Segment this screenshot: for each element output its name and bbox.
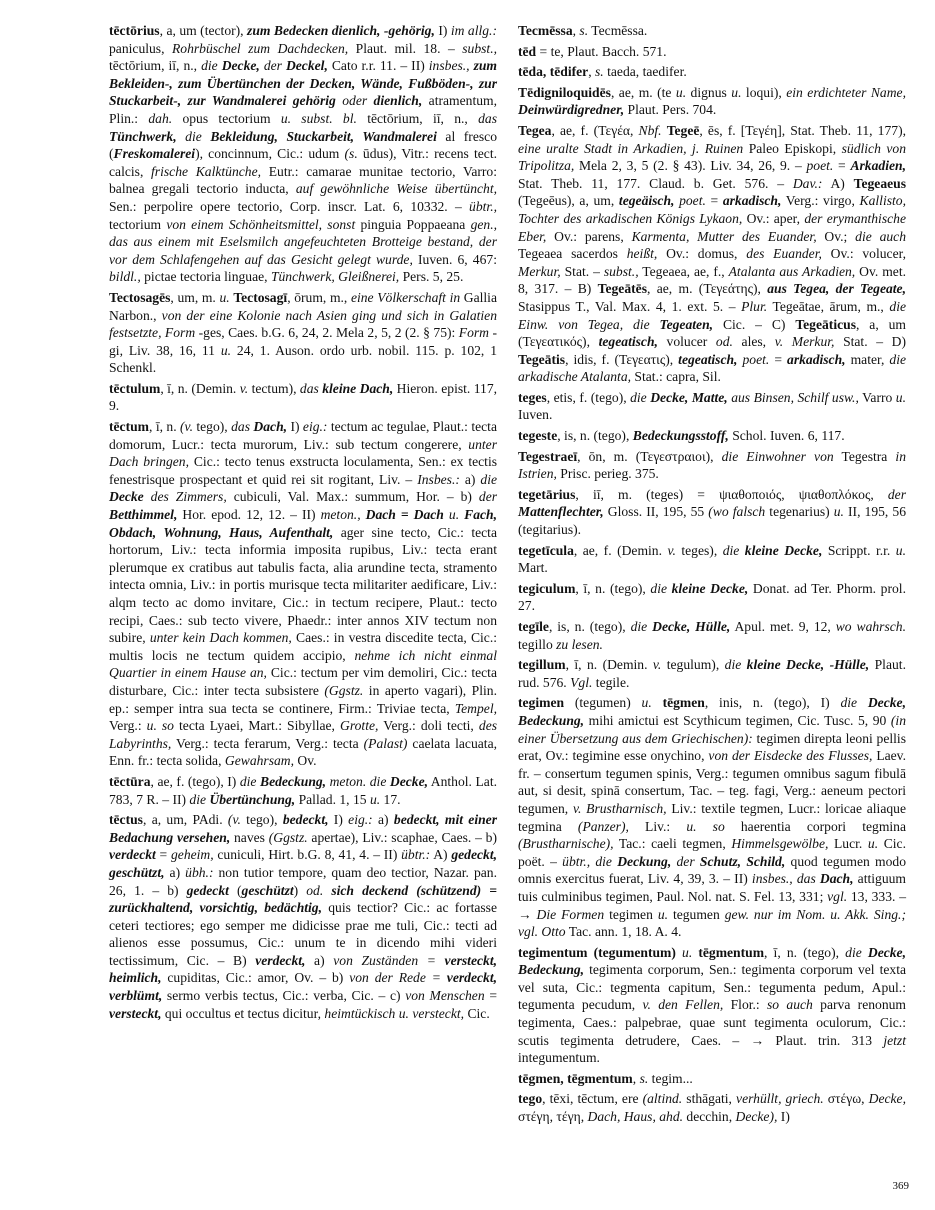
entry-tegea: Tegea, ae, f. (Τεγέα, Nbf. Tegeē, ēs, f. [Τεγέη], Stat. Theb. 11, 177), eine uralte Stadt in Arkadien, j. Ruinen Paleo Episkopi, südlich von Tripolitza, Mela 2, 3, 5 (2. § 43). Liv. 34, 26, 9. – poet. = Arkadien, Stat. Theb. 11, 177. Claud. b. Get. 576. – Dav.: A) Tegeaeus (Tegeēus), a, um, tegeäisch, poet. = arkadisch, Verg.: virgo, Kallisto, Tochter des arkadischen Königs Lykaon, Ov.: aper, der erymanthische Eber, Ov.: parens, Karmenta, Mutter des Euander, Ov.; die auch Tegeaea sacerdos heißt, Ov.: domus, des Euander, Ov.: volucer, Merkur, Stat. – subst., Tegeaea, ae, f., Atalanta aus Arkadien, Ov. met. 8, 317. – B) Tegeātēs, ae, m. (Τεγεάτης), aus Tegea, der Tegeate, Stasippus T., Val. Max. 4, 1. ext. 5. – Plur. Tegeātae, ārum, m., die Einw. von Tegea, die Tegeaten, Cic. – C) Tegeāticus, a, um (Τεγεατικός), tegeatisch, volucer od. ales, v. Merkur, Stat. – D) Tegeātis, idis, f. (Τεγεατις), tegeatisch, poet. = arkadisch, mater, die arkadische Atalanta, Stat.: capra, Sil. <box>518 122 907 385</box>
left-column <box>109 22 497 1025</box>
entry-tectosages: Tectosagēs, um, m. u. Tectosagī, ōrum, m., eine Völkerschaft in Gallia Narbon., von der eine Kolonie nach Asien ging und sich in Galatien festsetzte, Form -ges, Caes. b.G. 6, 24, 2. Mela 2, 5, 2 (2. § 75): Form -gi, Liv. 38, 16, 11 u. 24, 1. Auson. ordo urb. nobil. 115. p. 102, 1 Schenkl. <box>109 289 498 376</box>
entry-tegillum: tegillum, ī, n. (Demin. v. tegulum), die kleine Decke, -Hülle, Plaut. rud. 576. Vgl. tegile. <box>518 657 906 690</box>
entry-teges: teges, etis, f. (tego), die Decke, Matte, aus Binsen, Schilf usw., Varro u. Iuven. <box>518 389 906 423</box>
entry-tedigniloquides: Tēdigniloquidēs, ae, m. (te u. dignus u. loqui), ein erdichteter Name, Deinwürdigredner, Plaut. Pers. 704. <box>518 84 906 118</box>
entry-tectorius: tēctōrius, a, um (tector), zum Bedecken dienlich, -gehörig, I) im allg.: paniculus, Rohrbüschel zum Dachdecken, Plaut. mil. 18. – subst., tēctōrium, iī, n., die Decke, der Deckel, Cato r.r. 11. – II) insbes., zum Bekleiden-, zum Übertünchen der Decken, Wände, Fußböden-, zur Stuckarbeit-, zur Wandmalerei gehörig oder dienlich, atramentum, Plin.: dah. opus tectorium u. subst. bl. tēctōrium, iī, n., das Tünchwerk, die Bekleidung, Stuckarbeit, Wandmalerei al fresco (Freskomalerei), concinnum, Cic.: udum (s. ūdus), Vitr.: recens tect. calcis, frische Kalktünche, Eutr.: camarae munitae tectorio, Varro: balnea gregali tectorio inducta, auf gewöhnliche Weise übertüncht, Sen.: perpolire opere tectorio, Corp. inscr. Lat. 6, 10332. – übtr., tectorium von einem Schönheitsmittel, sonst pinguia Poppaeana gen., das aus einem mit Eselsmilch angefeuchteten Brotteige bestand, der vor dem Schlafengehen auf das Gesicht gelegt wurde, Iuven. 6, 467: bildl., pictae tectoria linguae, Tünchwerk, Gleißnerei, Pers. 5, 25. <box>109 23 498 285</box>
entry-tegiculum: tegiculum, ī, n. (tego), die kleine Decke, Donat. ad Ter. Phorm. prol. 27. <box>518 580 906 614</box>
entry-ted: tēd = te, Plaut. Bacch. 571. <box>518 43 667 59</box>
entry-tegile: tegīle, is, n. (tego), die Decke, Hülle, Apul. met. 9, 12, wo wahrsch. tegillo zu lesen. <box>518 619 906 652</box>
entry-tectulum: tēctulum, ī, n. (Demin. v. tectum), das kleine Dach, Hieron. epist. 117, 9. <box>109 380 498 414</box>
entry-tecmessa: Tecmēssa, s. Tecmēssa. <box>518 23 648 38</box>
entry-teda: tēda, tēdifer, s. taeda, taedifer. <box>518 64 687 80</box>
page-number: 369 <box>892 1180 909 1192</box>
entry-tegmen: tēgmen, tēgmentum, s. tegim... <box>518 1070 693 1086</box>
right-column <box>518 22 906 1129</box>
entry-tegeticula: tegetīcula, ae, f. (Demin. v. teges), die kleine Decke, Scrippt. r.r. u. Mart. <box>518 542 906 576</box>
entry-tectum: tēctum, ī, n. (v. tego), das Dach, I) eig.: tectum ac tegulae, Plaut.: tecta domorum, Lucr.: tecta murorum, Liv.: sub tectum congerere, unter Dach bringen, Cic.: tecto tenus exstructa loculamenta, Sen.: ex tectis fenestrisque prospectant et quid rei sit rogitant, Liv. – Insbes.: a) die Decke des Zimmers, cubiculi, Val. Max.: summum, Hor. – b) der Betthimmel, Hor. epod. 12, 12. – II) meton., Dach = Dach u. Fach, Obdach, Wohnung, Haus, Aufenthalt, ager sine tecto, Cic.: tecta hortorum, Liv.: tecta informia imposita rupibus, Liv.: tecta erant plerumque ex cratibus aut tabulis facta, alia arundine tecta, stramento intecta omnia, Liv.: in portis murisque tecta militariter aedificare, Liv.: alqm tecto ac domo invitare, Cic.: in tectum recipere, Plaut.: tecto recipi, Caes.: sub tecto vivere, Phaedr.: inter annos XIV tectum non subire, unter kein Dach kommen, Caes.: in vestra discedite tecta, Cic.: multis locis ne tectum quidem accipio, nehme ich nicht einmal Quartier in einem Hause an, Cic.: tectum per vim demoliri, Cic.: tecta disturbare, Cic.: inter tecta subsistere (Ggstz. in aperto vagari), Plin. ep.: semper intra sua tecta se continere, Firm.: Triviae tecta, Tempel, Verg.: u. so tecta Lyaei, Mart.: Sibyllae, Grotte, Verg.: doli tecti, des Labyrinths, Verg.: tecta ferarum, Verg.: tecta (Palast) caelata lacuata, Enn. fr.: tecta solida, Gewahrsam, Ov. <box>109 419 498 769</box>
entry-tectus: tēctus, a, um, PAdi. (v. tego), bedeckt, I) eig.: a) bedeckt, mit einer Bedachung versehen, naves (Ggstz. apertae), Liv.: scaphae, Caes. – b) verdeckt = geheim, cuniculi, Hirt. b.G. 8, 41, 4. – II) übtr.: A) gedeckt, geschützt, a) übh.: non tutior tempore, quam deo tectior, Nazar. pan. 26, 1. – b) gedeckt (geschützt) od. sich deckend (schützend) = zurückhaltend, vorsichtig, bedächtig, quis tectior? Cic.: ac fortasse ceteri tectiores; ego semper me didicisse prae me tuli, Cic.: tecti ad alienos esse possumus, Cic.: unum te in dicendo mihi videri tectissimum, Cic. – B) verdeckt, a) von Zuständen = versteckt, heimlich, cupiditas, Cic.: amor, Ov. – b) von der Rede = verdeckt, verblümt, sermo verbis tectus, Cic.: verba, Cic. – c) von Menschen = versteckt, qui occultus et tectus dicitur, heimtückisch u. versteckt, Cic. <box>109 812 498 1021</box>
entry-tegeste: tegeste, is, n. (tego), Bedeckungsstoff, Schol. Iuven. 6, 117. <box>518 428 845 444</box>
entry-tego: tego, tēxi, tēctum, ere (altind. sthāgati, verhüllt, griech. στέγω, Decke, στέγη, τέγη, Dach, Haus, ahd. decchin, Decke), I) <box>518 1091 906 1125</box>
entry-tegimentum: tegimentum (tegumentum) u. tēgmentum, ī, n. (tego), die Decke, Bedeckung, tegimenta corporum, Sen.: tegimenta corporum vel texta vel suta, Cic.: tegmenta capitum, Sen.: tegumenta pedum, Apul.: tegumenta pecudum, v. den Fellen, Flor.: so auch parva renonum tegimenta, Caes.: palpebrae, quae sunt tegimenta oculorum, Cic.: scutis tegimenta detrudere, Caes. – → Plaut. trin. 313 jetzt integumentum. <box>518 944 906 1066</box>
entry-tegimen: tegimen (tegumen) u. tēgmen, inis, n. (tego), I) die Decke, Bedeckung, mihi amictui est Scythicum tegimen, Cic. Tusc. 5, 90 (in einer Übersetzung aus dem Griechischen): tegimen direpta leoni pellis erat, Ov.: tegimine esse onychino, von der Eisdecke des Flusses, Laev. fr. – consertum tegumen spinis, Verg.: tegumen omnibus sagum fibulā aut, si desit, spinā consertum, Tac. – teg. fagi, Verg.: aeneum pectori tegumen, v. Brustharnisch, Liv.: textile tegmen, Lucr.: loricae aliaque tegmina (Panzer), Liv.: u. so haerentia corpori tegmina (Brustharnische), Tac.: caeli tegmen, Himmelsgewölbe, Lucr. u. Cic. poët. – übtr., die Deckung, der Schutz, Schild, quod tegumen modo omnis exercitus fuerat, Liv. 4, 39, 3. – II) insbes., das Dach, attiguum tuis culminibus tegimen, Paul. Nol. nat. S. Fel. 13, 331; vgl. 13, 333. – → Die Formen tegimen u. tegumen gew. nur im Nom. u. Akk. Sing.; vgl. Otto Tac. ann. 1, 18. A. 4. <box>518 695 907 940</box>
entry-tegestraei: Tegestraeī, ōn, m. (Τεγεστραιοι), die Einwohner von Tegestra in Istrien, Prisc. perieg. 375. <box>518 448 906 482</box>
entry-tectura: tēctūra, ae, f. (tego), I) die Bedeckung, meton. die Decke, Anthol. Lat. 783, 7 R. – II) die Übertünchung, Pallad. 1, 15 u. 17. <box>109 773 497 807</box>
entry-tegetarius: tegetārius, iī, m. (teges) = ψιαθοποιός, ψιαθοπλόκος, der Mattenflechter, Gloss. II, 195, 55 (wo falsch tegenarius) u. II, 195, 56 (tegitarius). <box>518 486 906 538</box>
